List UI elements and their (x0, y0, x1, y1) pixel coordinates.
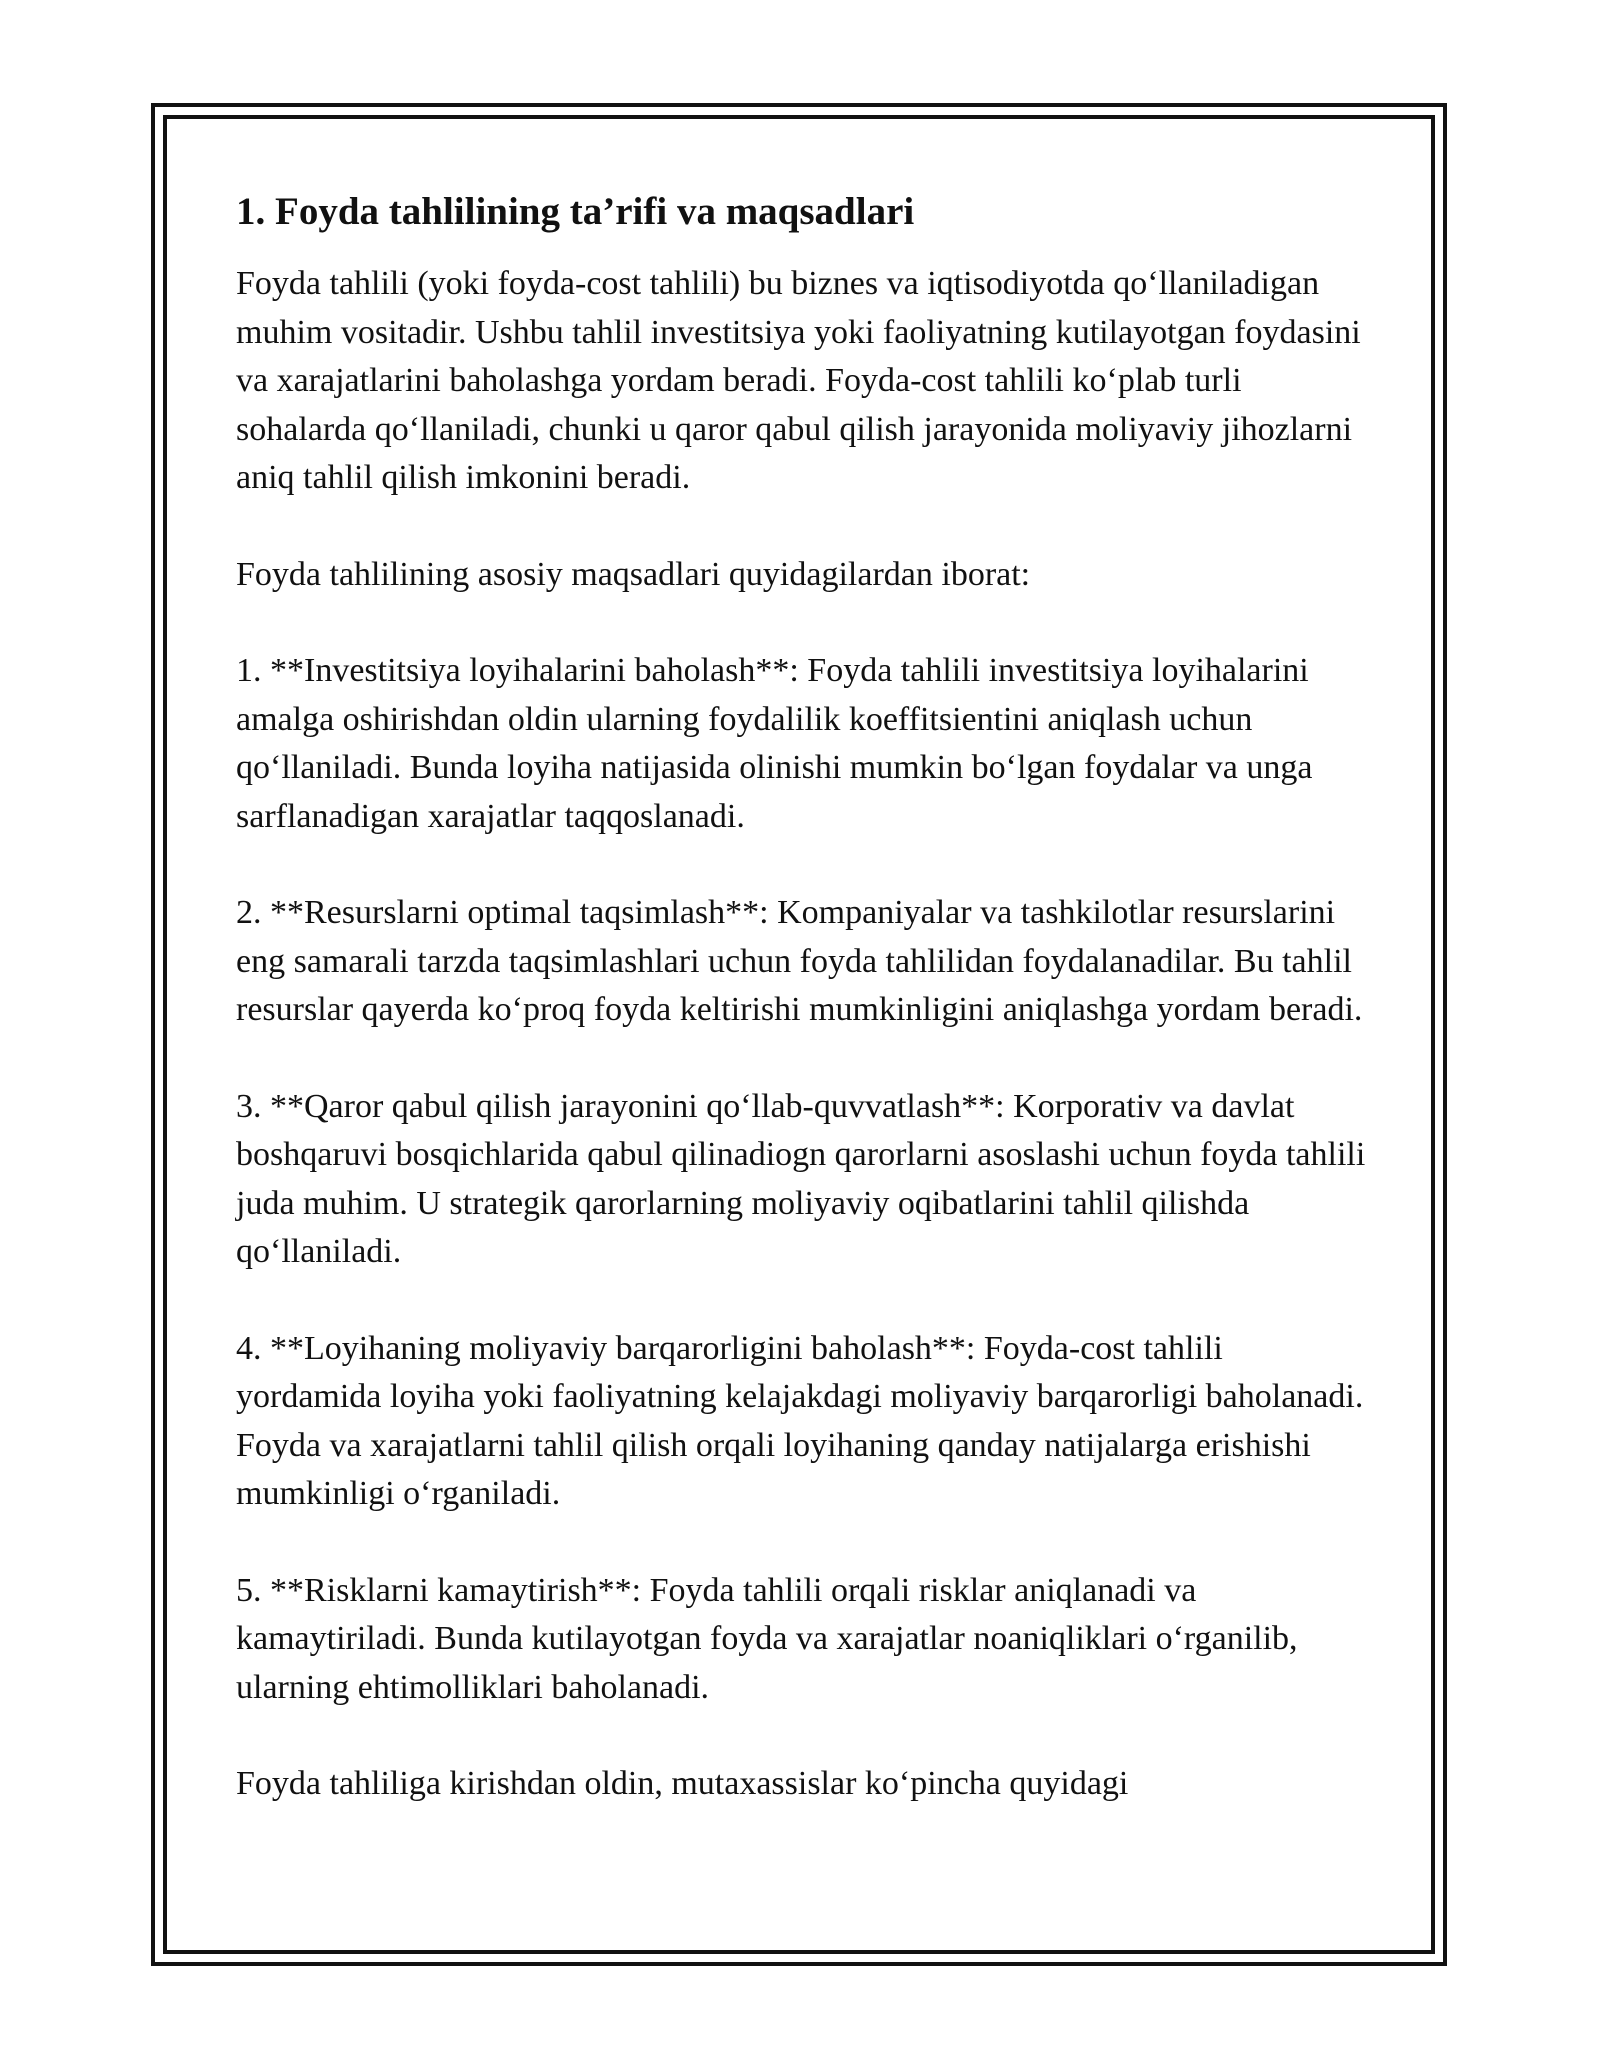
list-item-3: 3. **Qaror qabul qilish jarayonini qo‘llab-quvvatlash**: Korporativ va davlat boshqaruvi bosqichlarida qabul qilinadiogn qarorlarni asoslashi uchun foyda tahlili juda muhim. U strategik qarorlarning moliyaviy oqibatlarini tahlil qilishda qo‘llaniladi. (236, 1087, 1366, 1270)
list-item-1: 1. **Investitsiya loyihalarini baholash**: Foyda tahlili investitsiya loyihalarini amalga oshirishdan oldin ularning foydalilik koeffitsientini aniqlash uchun qo‘llaniladi. Bunda loyiha natijasida olinishi mumkin bo‘lgan foydalar va unga sarflanadigan xarajatlar taqqoslanadi. (236, 652, 1313, 835)
paragraph-intro: Foyda tahlili (yoki foyda-cost tahlili) bu biznes va iqtisodiyotda qo‘llaniladigan muhim vositadir. Ushbu tahlil investitsiya yoki faoliyatning kutilayotgan foydasini va xarajatlarini baholashga yordam beradi. Foyda-cost tahlili ko‘plab turli sohalarda qo‘llaniladi, chunki u qaror qabul qilish jarayonida moliyaviy jihozlarni aniq tahlil qilish imkonini beradi. (236, 265, 1361, 496)
list-item-2: 2. **Resurslarni optimal taqsimlash**: Kompaniyalar va tashkilotlar resurslarini eng samarali tarzda taqsimlashlari uchun foyda tahlilidan foydalanadilar. Bu tahlil resurslar qayerda ko‘proq foyda keltirishi mumkinligini aniqlashga yordam beradi. (236, 894, 1363, 1028)
list-item-4: 4. **Loyihaning moliyaviy barqarorligini baholash**: Foyda-cost tahlili yordamida loyiha yoki faoliyatning kelajakdagi moliyaviy barqarorligi baholanadi. Foyda va xarajatlarni tahlil qilish orqali loyihaning qanday natijalarga erishishi mumkinligi o‘rganiladi. (236, 1329, 1364, 1512)
list-item-5: 5. **Risklarni kamaytirish**: Foyda tahlili orqali risklar aniqlanadi va kamaytiriladi. Bunda kutilayotgan foyda va xarajatlar noaniqliklari o‘rganilib, ularning ehtimolliklari baholanadi. (236, 1571, 1298, 1706)
document-body (236, 186, 1366, 1809)
section-heading: 1. Foyda tahlilining ta’rifi va maqsadlari (236, 190, 915, 233)
paragraph-closing: Foyda tahliliga kirishdan oldin, mutaxassislar ko‘pincha quyidagi (236, 1765, 1129, 1802)
paragraph-goals-intro: Foyda tahlilining asosiy maqsadlari quyidagilardan iborat: (236, 555, 1031, 593)
